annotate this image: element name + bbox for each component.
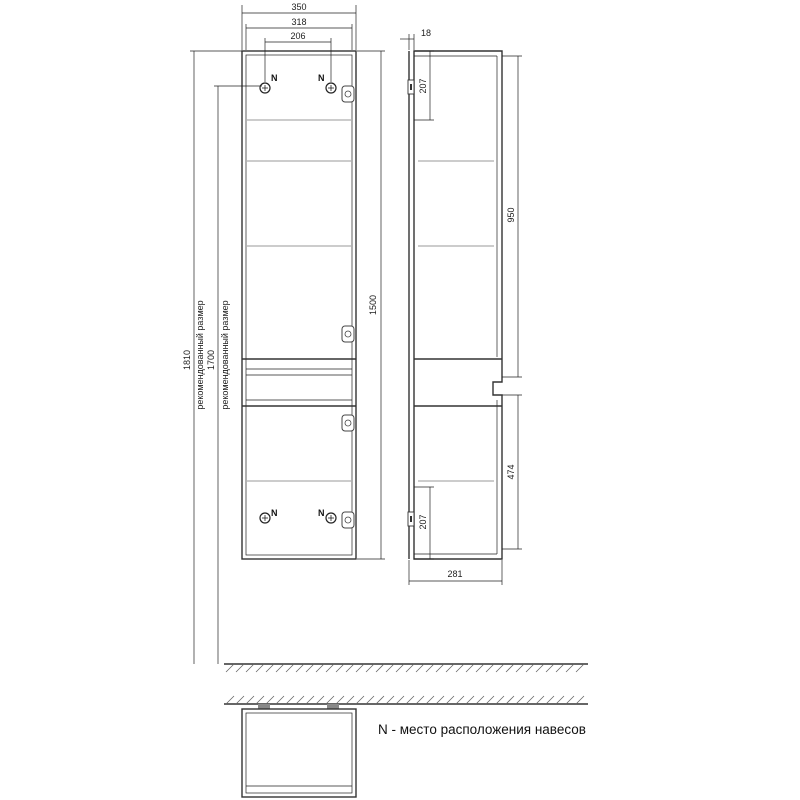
svg-text:18: 18	[421, 28, 432, 38]
svg-text:207: 207	[418, 78, 428, 94]
hinge-icon	[342, 86, 354, 102]
front-view	[182, 2, 385, 664]
dimension-hanger-207-bottom	[414, 487, 434, 559]
dimension-hanger-207-top	[414, 51, 434, 120]
svg-text:рекомендованный размер: рекомендованный размер	[220, 300, 230, 410]
dimension-height-950	[502, 56, 522, 377]
hanger-label: N	[318, 73, 325, 83]
wall-bracket-icon	[408, 80, 414, 94]
cabinet-top-inner	[246, 713, 352, 793]
hanger-label: N	[271, 73, 278, 83]
legend-note: N - место расположения навесов	[378, 722, 586, 737]
hanger-bracket-icon	[258, 704, 270, 709]
cabinet-top-outline	[242, 709, 356, 797]
svg-text:1810: 1810	[182, 349, 192, 371]
svg-text:1700: 1700	[206, 349, 216, 371]
hanger-label: N	[271, 508, 278, 518]
cabinet-front-outline	[242, 51, 356, 559]
hanger-point-icon	[326, 83, 336, 93]
svg-text:281: 281	[447, 569, 463, 579]
floor-line	[224, 664, 588, 672]
svg-text:950: 950	[506, 207, 516, 223]
dimension-height-1500	[357, 51, 385, 559]
svg-text:350: 350	[291, 2, 307, 12]
hanger-point-icon	[260, 83, 270, 93]
svg-text:206: 206	[290, 31, 306, 41]
svg-text:318: 318	[291, 17, 307, 27]
top-view	[224, 696, 588, 797]
side-view	[400, 28, 522, 585]
wall-bracket-icon	[408, 512, 414, 526]
hanger-point-icon	[326, 513, 336, 523]
hinge-icon	[342, 512, 354, 528]
svg-text:207: 207	[418, 514, 428, 530]
hanger-point-icon	[260, 513, 270, 523]
hanger-label: N	[318, 508, 325, 518]
hanger-bracket-icon	[327, 704, 339, 709]
dimension-height-474	[502, 395, 522, 549]
cabinet-front-inner	[246, 55, 352, 555]
svg-text:рекомендованный размер: рекомендованный размер	[195, 300, 205, 410]
svg-text:474: 474	[506, 464, 516, 480]
hinge-icon	[342, 415, 354, 431]
cabinet-side-outline	[414, 51, 502, 559]
dimension-depth-281	[409, 560, 502, 585]
hinge-icon	[342, 326, 354, 342]
svg-text:1500: 1500	[368, 294, 378, 316]
dimension-thickness-18	[400, 28, 431, 50]
